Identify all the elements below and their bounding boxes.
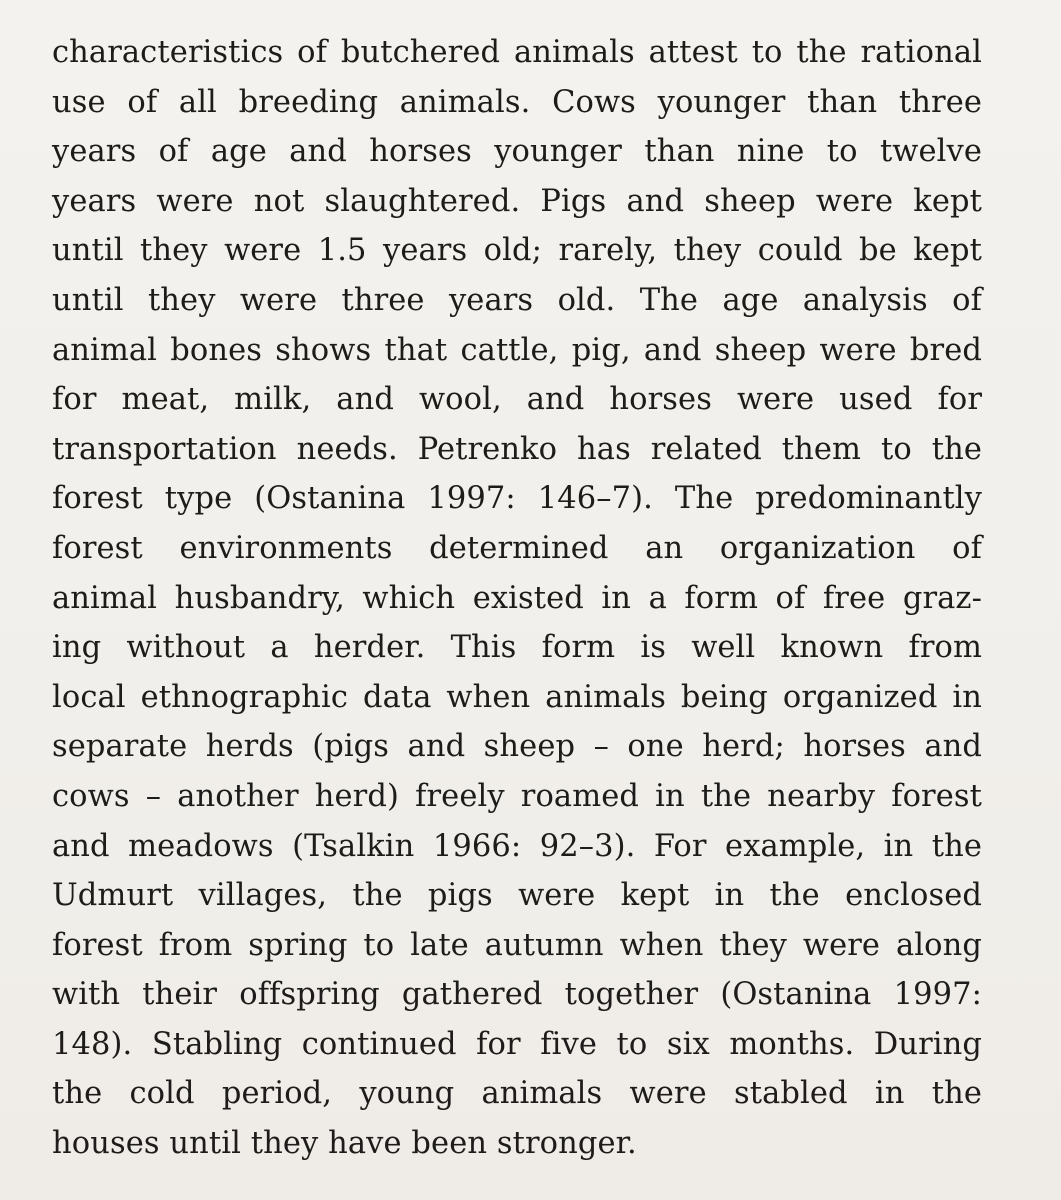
text-line: cows – another herd) freely roamed in the nearby forest bbox=[52, 778, 982, 814]
text-line: forest from spring to late autumn when they were along bbox=[52, 927, 982, 963]
text-line: until they were three years old. The age analysis of bbox=[52, 282, 982, 318]
text-line: and meadows (Tsalkin 1966: 92–3). For example, in the bbox=[52, 828, 982, 864]
text-line: the cold period, young animals were stabled in the bbox=[52, 1076, 982, 1112]
text-line: animal bones shows that cattle, pig, and sheep were bred bbox=[52, 332, 982, 368]
text-line: years of age and horses younger than nine to twelve bbox=[52, 134, 982, 170]
text-line: separate herds (pigs and sheep – one herd; horses and bbox=[52, 729, 982, 765]
text-line: forest type (Ostanina 1997: 146–7). The predominantly bbox=[52, 481, 982, 517]
text-line: use of all breeding animals. Cows younger than three bbox=[52, 84, 982, 120]
text-line: until they were 1.5 years old; rarely, they could be kept bbox=[52, 233, 982, 269]
text-line: forest environments determined an organization of bbox=[52, 530, 982, 566]
text-line: for meat, milk, and wool, and horses were used for bbox=[52, 382, 982, 418]
text-line: transportation needs. Petrenko has related them to the bbox=[52, 431, 982, 467]
text-line: Udmurt villages, the pigs were kept in the enclosed bbox=[52, 878, 982, 914]
text-line-last: houses until they have been stronger. bbox=[52, 1126, 637, 1162]
text-line: characteristics of butchered animals attest to the rational bbox=[52, 35, 982, 70]
text-line: years were not slaughtered. Pigs and sheep were kept bbox=[52, 183, 982, 219]
text-line: 148). Stabling continued for five to six months. During bbox=[52, 1026, 982, 1062]
text-line: local ethnographic data when animals being organized in bbox=[52, 679, 982, 715]
body-paragraph bbox=[52, 28, 982, 1169]
text-line: animal husbandry, which existed in a form of free graz- bbox=[52, 580, 982, 616]
text-line: ing without a herder. This form is well known from bbox=[52, 630, 982, 666]
text-line: with their offspring gathered together (Ostanina 1997: bbox=[52, 977, 982, 1013]
